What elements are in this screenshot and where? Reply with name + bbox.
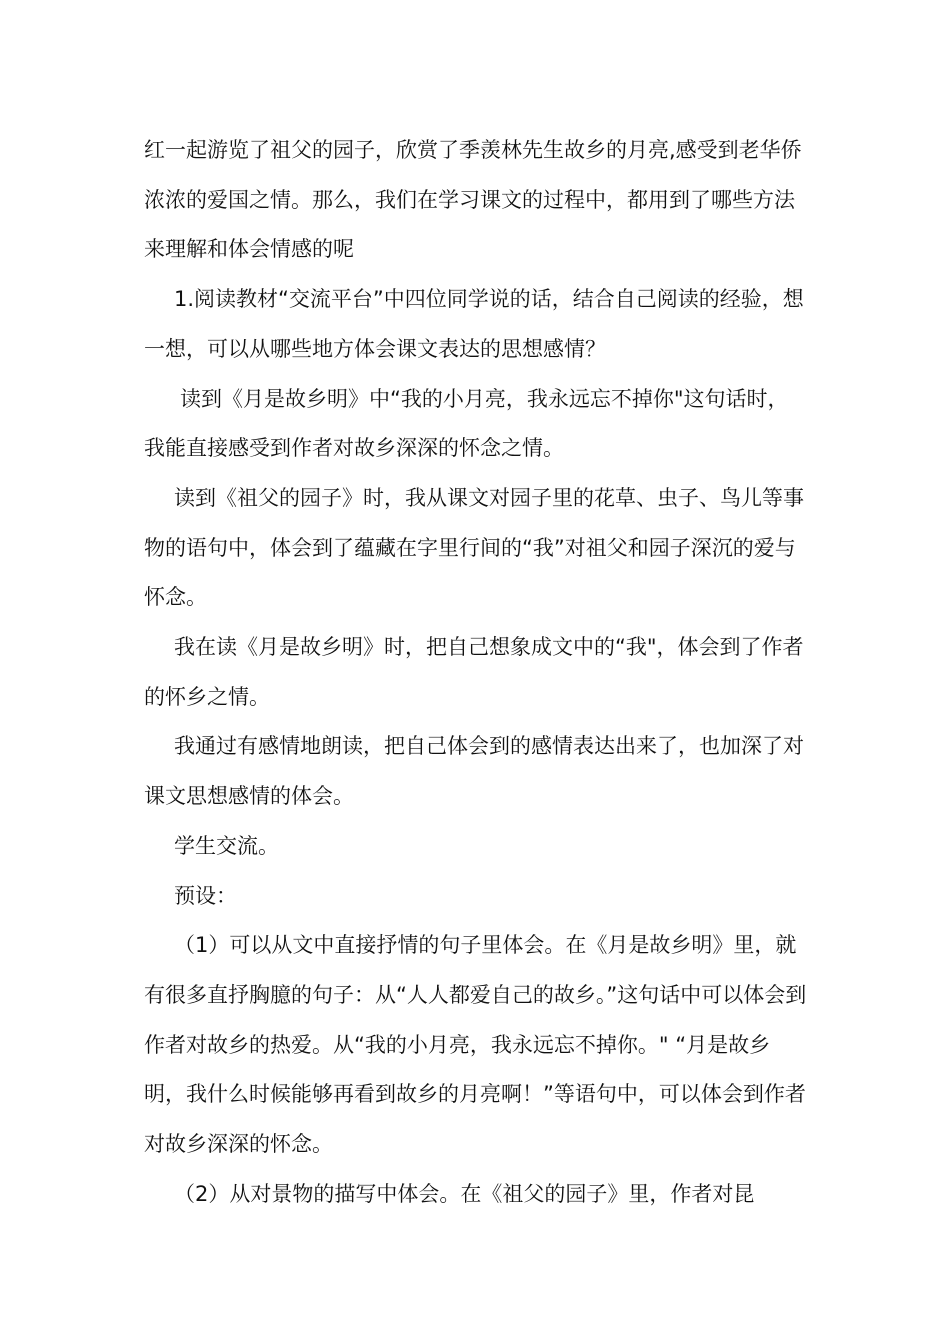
paragraph-reading-aloud: 我通过有感情地朗读，把自己体会到的感情表达出来了，也加深了对课文思想感情的体会。 (144, 734, 804, 809)
paragraph-student-exchange: 学生交流。 (174, 833, 279, 858)
paragraph-preset-2: （2）从对景物的描写中体会。在《祖父的园子》里，作者对昆 (174, 1181, 755, 1206)
paragraph-question-1: 1.阅读教材“交流平台”中四位同学说的话，结合自己阅读的经验，想一想，可以从哪些地方体会课文表达的思想感情？ (144, 287, 804, 361)
document-body (144, 126, 808, 1219)
paragraph-preset-label: 预设： (174, 883, 237, 908)
paragraph-garden-reading: 读到《祖父的园子》时，我从课文对园子里的花草、虫子、鸟儿等事物的语句中，体会到了蕴藏在字里行间的“我”对祖父和园子深沉的爱与怀念。 (144, 485, 804, 610)
paragraph-moon-quote: 读到《月是故乡明》中“我的小月亮，我永远忘不掉你"这句话时，我能直接感受到作者对故乡深深的怀念之情。 (144, 386, 789, 461)
paragraph-preset-1: （1）可以从文中直接抒情的句子里体会。在《月是故乡明》里，就有很多直抒胸臆的句子：从“人人都爱自己的故乡。”这句话中可以体会到作者对故乡的热爱。从“我的小月亮，我永远忘不掉你。" “月是故乡明，我什么时候能够再看到故乡的月亮啊！”等语句中，可以体会到作者对故乡深深的怀念。 (144, 933, 807, 1157)
paragraph-imagine-self: 我在读《月是故乡明》时，把自己想象成文中的“我"，体会到了作者的怀乡之情。 (144, 635, 804, 709)
paragraph-intro: 红一起游览了祖父的园子，欣赏了季羡林先生故乡的月亮,感受到老华侨浓浓的爱国之情。那么，我们在学习课文的过程中，都用到了哪些方法来理解和体会情感的呢 (144, 138, 802, 262)
